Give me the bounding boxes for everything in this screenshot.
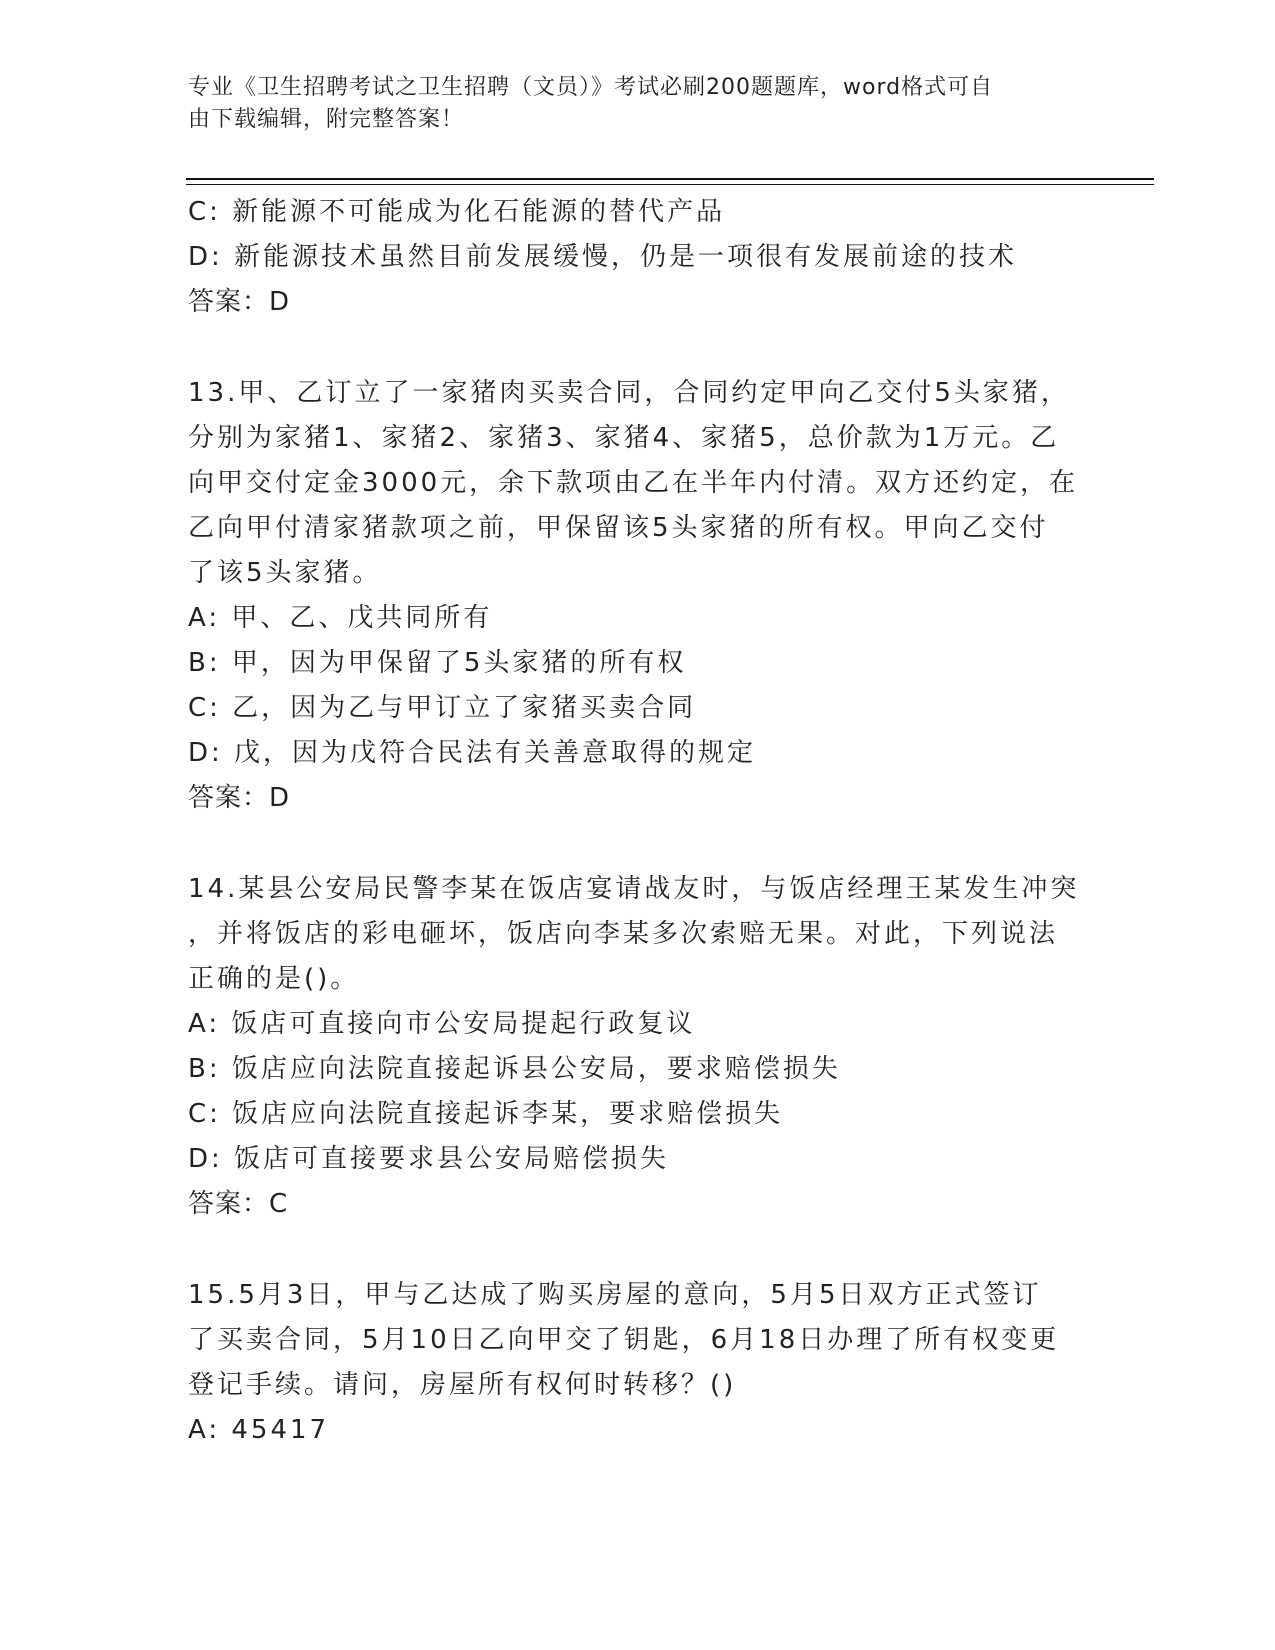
page-header [188, 72, 1088, 136]
spacer [188, 821, 1088, 867]
header-line-2: 由下载编辑，附完整答案！ [188, 107, 465, 132]
question-stem-line: 分别为家猪1、家猪2、家猪3、家猪4、家猪5，总价款为1万元。乙 [188, 423, 1060, 453]
option-c: C: 新能源不可能成为化石能源的替代产品 [188, 197, 726, 227]
answer-line: 答案：C [188, 1189, 289, 1219]
option-a: A: 饭店可直接向市公安局提起行政复议 [188, 1009, 696, 1039]
question-stem-line: 了该5头家猪。 [188, 558, 382, 588]
option-a: A: 45417 [188, 1415, 330, 1445]
option-d: D: 饭店可直接要求县公安局赔偿损失 [188, 1144, 670, 1174]
question-stem-line: 了买卖合同，5月10日乙向甲交了钥匙，6月18日办理了所有权变更 [188, 1325, 1060, 1355]
question-stem-line: 登记手续。请问，房屋所有权何时转移？() [188, 1370, 737, 1400]
question-stem-line: 乙向甲付清家猪款项之前，甲保留该5头家猪的所有权。甲向乙交付 [188, 513, 1049, 543]
option-c: C: 饭店应向法院直接起诉李某，要求赔偿损失 [188, 1099, 784, 1129]
question-13 [188, 371, 1088, 821]
option-a: A: 甲、乙、戊共同所有 [188, 603, 493, 633]
header-line-1: 专业《卫生招聘考试之卫生招聘（文员）》考试必刷200题题库，word格式可自 [188, 75, 994, 100]
option-d: D: 戊，因为戊符合民法有关善意取得的规定 [188, 738, 757, 768]
option-c: C: 乙，因为乙与甲订立了家猪买卖合同 [188, 693, 697, 723]
question-14 [188, 867, 1088, 1227]
question-stem-line: 向甲交付定金3000元，余下款项由乙在半年内付清。双方还约定，在 [188, 468, 1079, 498]
spacer [188, 1227, 1088, 1273]
header-rule-thin [186, 184, 1154, 185]
question-15 [188, 1273, 1088, 1453]
question-12-tail [188, 190, 1088, 325]
question-stem-line: ，并将饭店的彩电砸坏，饭店向李某多次索赔无果。对此，下列说法 [188, 919, 1059, 949]
question-stem-line: 15.5月3日，甲与乙达成了购买房屋的意向，5月5日双方正式签订 [188, 1280, 1042, 1310]
document-body [188, 190, 1088, 1453]
option-b: B: 甲，因为甲保留了5头家猪的所有权 [188, 648, 687, 678]
spacer [188, 325, 1088, 371]
option-b: B: 饭店应向法院直接起诉县公安局，要求赔偿损失 [188, 1054, 841, 1084]
answer-line: 答案：D [188, 783, 291, 813]
header-rule-thick [186, 178, 1154, 180]
question-stem-line: 14.某县公安局民警李某在饭店宴请战友时，与饭店经理王某发生冲突 [188, 874, 1080, 904]
answer-line: 答案：D [188, 287, 291, 317]
question-stem-line: 正确的是()。 [188, 964, 360, 994]
option-d: D: 新能源技术虽然目前发展缓慢，仍是一项很有发展前途的技术 [188, 242, 1018, 272]
question-stem-line: 13.甲、乙订立了一家猪肉买卖合同，合同约定甲向乙交付5头家猪， [188, 378, 1070, 408]
